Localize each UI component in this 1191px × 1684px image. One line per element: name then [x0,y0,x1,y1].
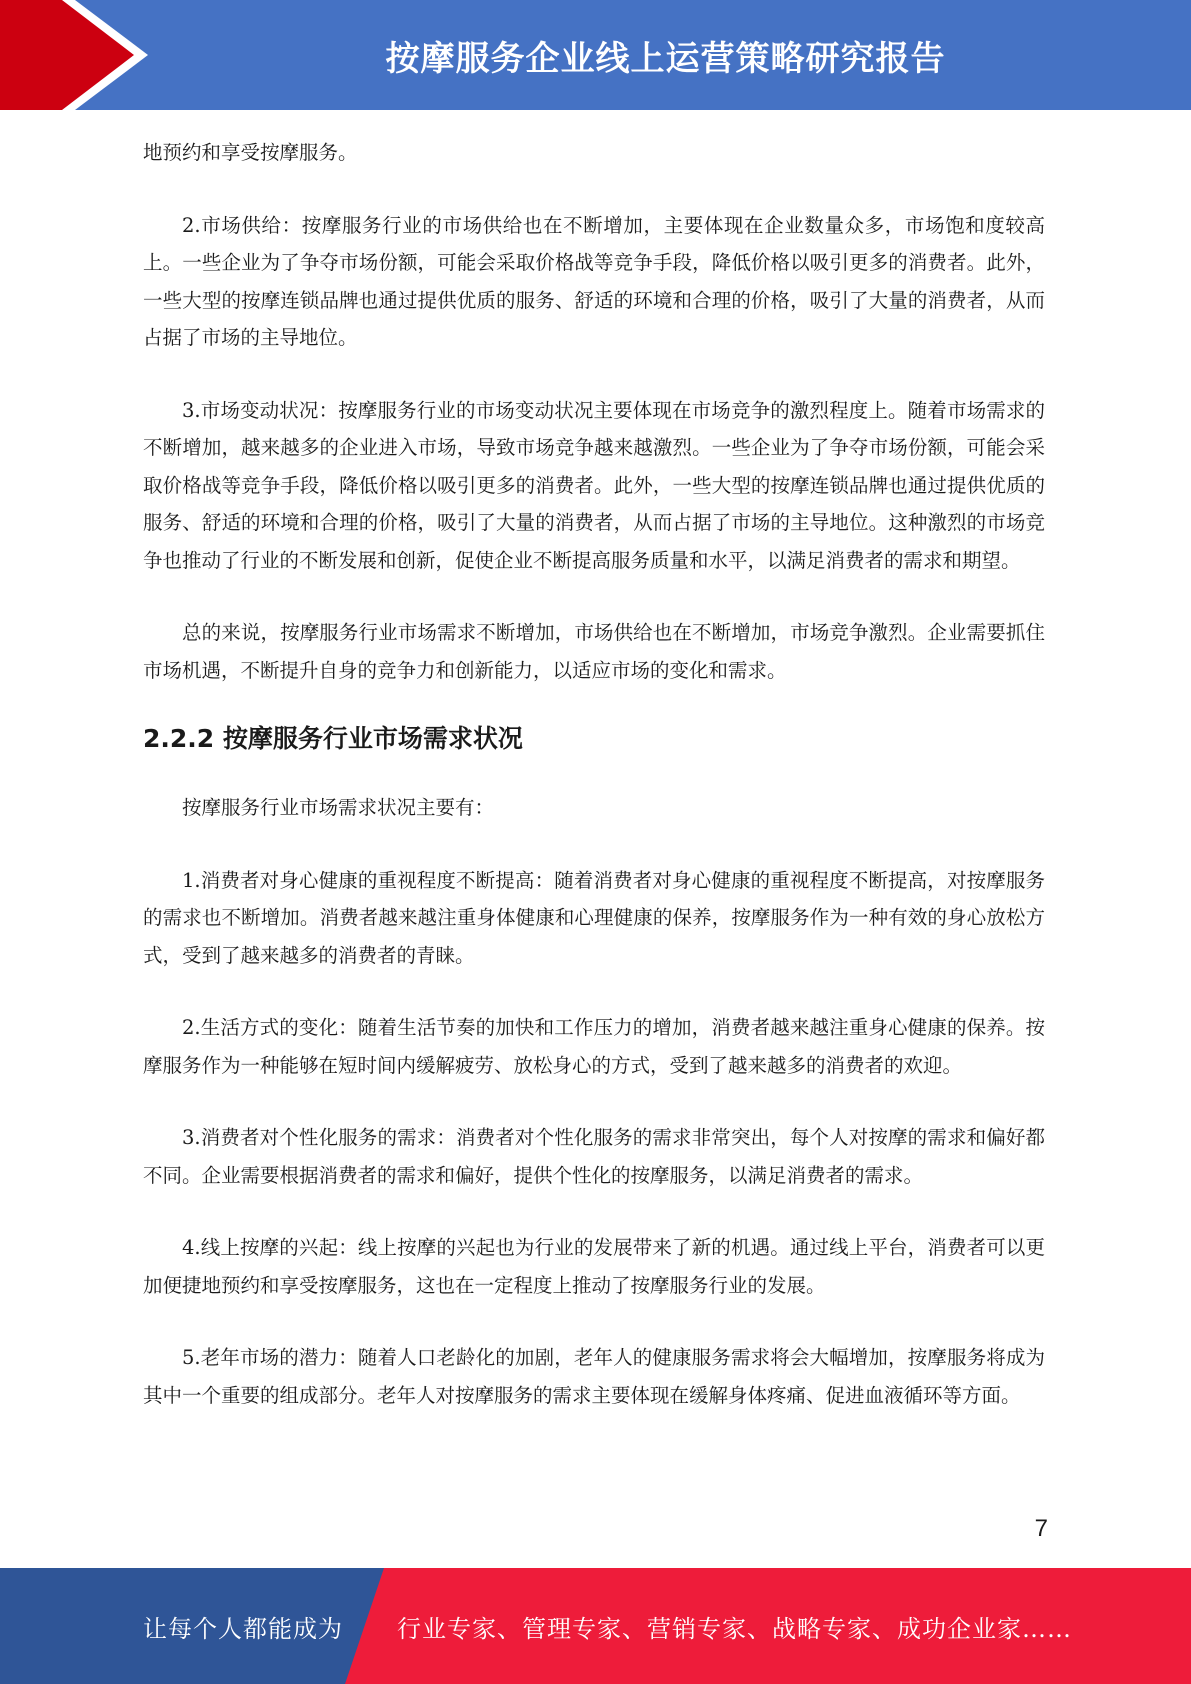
paragraph-market-changes: 3.市场变动状况：按摩服务行业的市场变动状况主要体现在市场竞争的激烈程度上。随着市场需求的不断增加，越来越多的企业进入市场，导致市场竞争越来越激烈。一些企业为了争夺市场份额，可能会采取价格战等竞争手段，降低价格以吸引更多的消费者。此外，一些大型的按摩连锁品牌也通过提供优质的服务、舒适的环境和合理的价格，吸引了大量的消费者，从而占据了市场的主导地位。这种激烈的市场竞争也推动了行业的不断发展和创新，促使企业不断提高服务质量和水平，以满足消费者的需求和期望。 [143,398,1045,572]
paragraph-personalization: 3.消费者对个性化服务的需求：消费者对个性化服务的需求非常突出，每个人对按摩的需求和偏好都不同。企业需要根据消费者的需求和偏好，提供个性化的按摩服务，以满足消费者的需求。 [143,1126,1045,1187]
paragraph-summary: 总的来说，按摩服务行业市场需求不断增加，市场供给也在不断增加，市场竞争激烈。企业需要抓住市场机遇，不断提升自身的竞争力和创新能力，以适应市场的变化和需求。 [143,621,1045,682]
paragraph-intro: 按摩服务行业市场需求状况主要有： [182,796,495,819]
paragraph-health-awareness: 1.消费者对身心健康的重视程度不断提高：随着消费者对身心健康的重视程度不断提高，对按摩服务的需求也不断增加。消费者越来越注重身体健康和心理健康的保养，按摩服务作为一种有效的身心放松方式，受到了越来越多的消费者的青睐。 [143,868,1045,967]
paragraph-elderly-market: 5.老年市场的潜力：随着人口老龄化的加剧，老年人的健康服务需求将会大幅增加，按摩服务将成为其中一个重要的组成部分。老年人对按摩服务的需求主要体现在缓解身体疼痛、促进血液循环等方面。 [143,1346,1045,1407]
header-banner [0,0,1191,110]
paragraph-online-massage: 4.线上按摩的兴起：线上按摩的兴起也为行业的发展带来了新的机遇。通过线上平台，消费者可以更加便捷地预约和享受按摩服务，这也在一定程度上推动了按摩服务行业的发展。 [143,1236,1045,1297]
footer-banner [0,1568,1191,1684]
footer-slogan-left: 让每个人都能成为 [143,1614,343,1643]
page-content [143,134,1045,1414]
paragraph-lifestyle: 2.生活方式的变化：随着生活节奏的加快和工作压力的增加，消费者越来越注重身心健康的保养。按摩服务作为一种能够在短时间内缓解疲劳、放松身心的方式，受到了越来越多的消费者的欢迎。 [143,1016,1045,1077]
page-number: 7 [1034,1515,1048,1542]
paragraph: 地预约和享受按摩服务。 [143,141,358,164]
section-heading: 2.2.2 按摩服务行业市场需求状况 [143,724,523,753]
footer-slogan-right: 行业专家、管理专家、营销专家、战略专家、成功企业家…… [397,1614,1072,1643]
report-title: 按摩服务企业线上运营策略研究报告 [385,38,946,79]
paragraph-market-supply: 2.市场供给：按摩服务行业的市场供给也在不断增加，主要体现在企业数量众多，市场饱和度较高上。一些企业为了争夺市场份额，可能会采取价格战等竞争手段，降低价格以吸引更多的消费者。此外，一些大型的按摩连锁品牌也通过提供优质的服务、舒适的环境和合理的价格，吸引了大量的消费者，从而占据了市场的主导地位。 [143,213,1045,349]
header-arrow-decoration [0,0,160,110]
